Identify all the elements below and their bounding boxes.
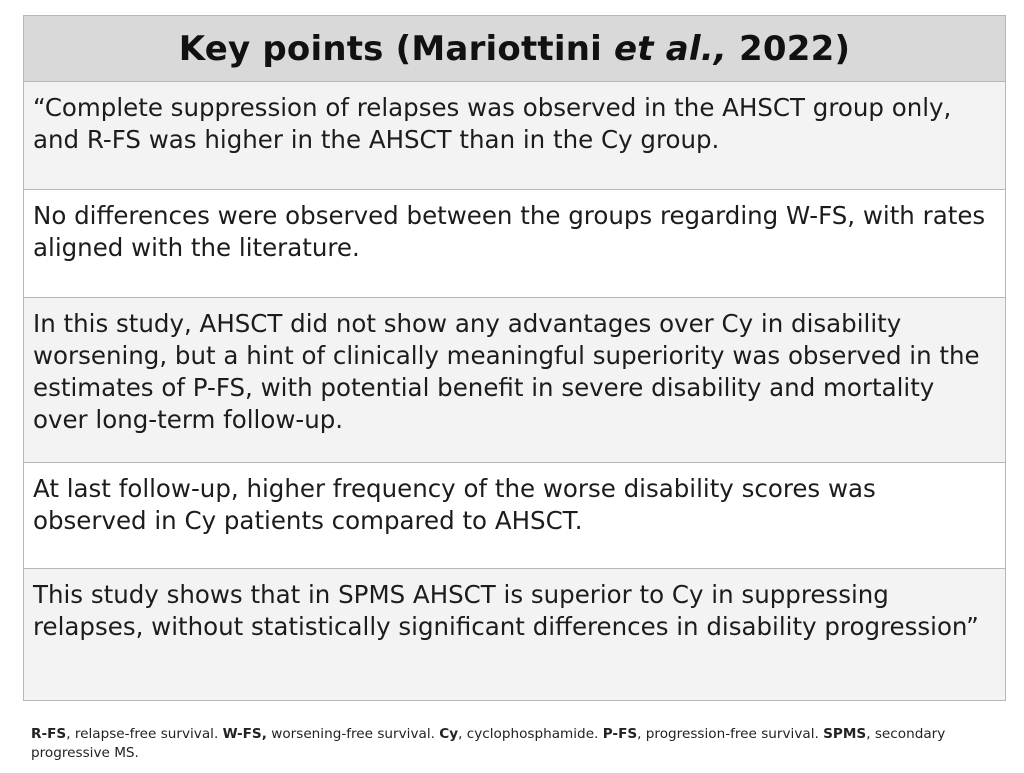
- key-points-table: [23, 15, 1006, 701]
- key-point-row: [24, 463, 1005, 569]
- key-point-row: [24, 298, 1005, 463]
- def-pfs: , progression-free survival.: [637, 726, 824, 742]
- abbr-rfs: R-FS: [31, 726, 67, 742]
- def-spms: , secondary progressive MS.: [31, 726, 950, 761]
- def-wfs: worsening-free survival.: [266, 726, 440, 742]
- def-cy: , cyclophosphamide.: [458, 726, 603, 742]
- key-point-text: At last follow-up, higher frequency of the worse disability scores was observed in Cy patients compared to AHSCT.: [33, 474, 876, 535]
- abbr-pfs: P-FS: [602, 726, 638, 742]
- title-suffix: 2022): [727, 28, 851, 69]
- key-point-text: No differences were observed between the groups regarding W-FS, with rates aligned with the literature.: [33, 201, 986, 262]
- def-rfs: , relapse-free survival.: [66, 726, 223, 742]
- key-point-text: In this study, AHSCT did not show any advantages over Cy in disability worsening, but a hint of clinically meaningful superiority was observed in the estimates of P-FS, with potential benefit in severe disability and mortality over long-term follow-up.: [33, 309, 980, 434]
- key-point-row: [24, 82, 1005, 190]
- title-italic: et al.,: [614, 28, 727, 69]
- abbreviations-footnote: [31, 725, 1011, 763]
- title-prefix: Key points (Mariottini: [178, 28, 615, 69]
- key-point-text: This study shows that in SPMS AHSCT is superior to Cy in suppressing relapses, without statistically significant differences in disability progression”: [33, 580, 979, 641]
- key-point-row: [24, 569, 1005, 700]
- key-point-text: “Complete suppression of relapses was observed in the AHSCT group only, and R-FS was higher in the AHSCT than in the Cy group.: [33, 93, 952, 154]
- abbr-wfs: W-FS,: [222, 726, 267, 742]
- abbr-spms: SPMS: [823, 726, 867, 742]
- table-title: [24, 16, 1005, 82]
- abbr-cy: Cy: [439, 726, 459, 742]
- key-point-row: [24, 190, 1005, 298]
